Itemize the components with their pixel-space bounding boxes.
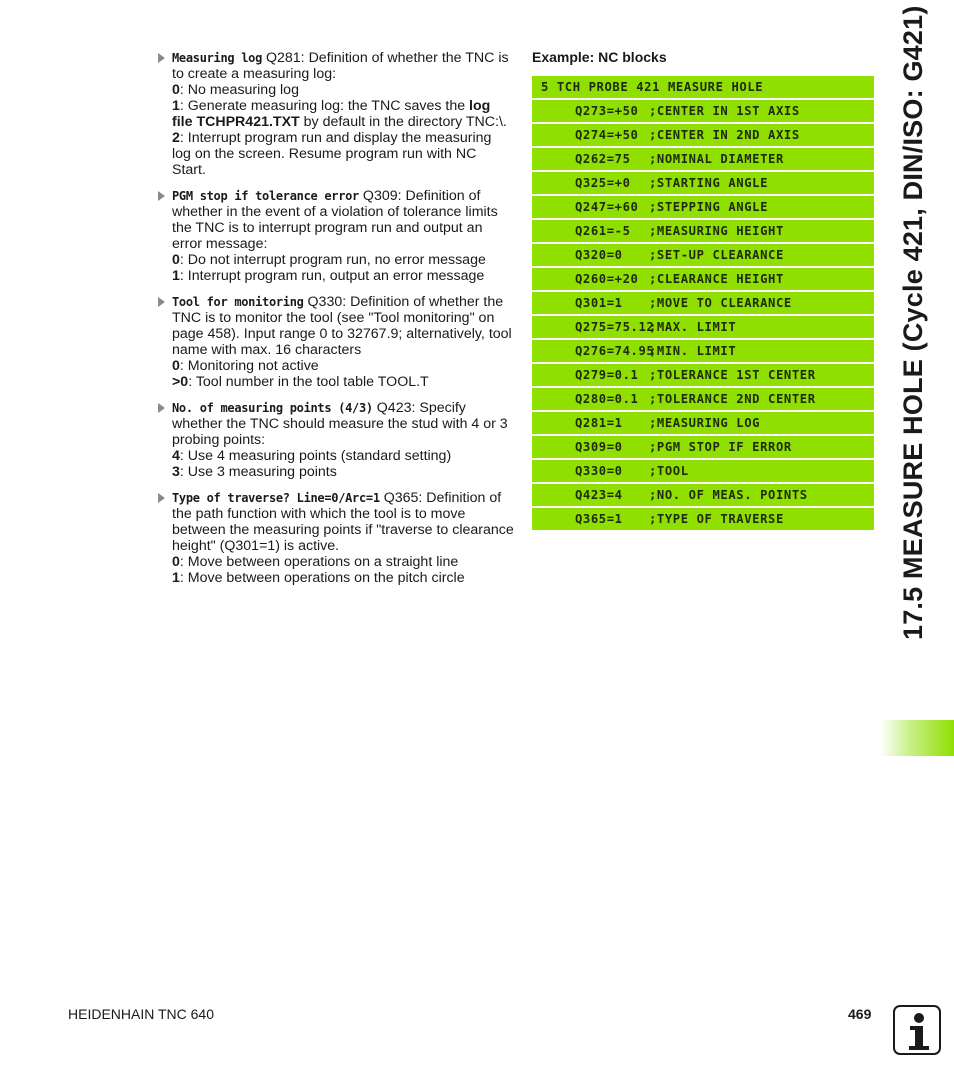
option-key: 2	[172, 130, 180, 146]
option-text: : Monitoring not active	[179, 358, 319, 374]
example-title: Example: NC blocks	[532, 49, 667, 65]
option-text: : Generate measuring log: the TNC saves the	[179, 98, 470, 114]
footer-product: HEIDENHAIN TNC 640	[68, 1006, 215, 1022]
param-type-of-traverse	[158, 490, 514, 586]
option-key: 1	[172, 268, 180, 284]
param-label: No. of measuring points (4/3)	[172, 401, 373, 415]
option-tail: by default in the directory TNC:\.	[299, 114, 507, 130]
nc-block-line	[532, 340, 874, 362]
param-measuring-log	[158, 50, 514, 178]
triangle-right-icon	[158, 297, 165, 307]
nc-block-line	[532, 148, 874, 170]
triangle-right-icon	[158, 493, 165, 503]
option-text: : Use 3 measuring points	[179, 464, 337, 480]
nc-block-line	[532, 364, 874, 386]
param-tool-monitoring	[158, 294, 514, 390]
chapter-side-title: 17.5 MEASURE HOLE (Cycle 421, DIN/ISO: G421)	[898, 5, 928, 640]
nc-block-code: Q280=0.1	[575, 392, 639, 406]
nc-block-line	[532, 292, 874, 314]
page-number: 469	[848, 1006, 872, 1022]
nc-block-code: Q325=+0	[575, 176, 631, 190]
nc-block-comment: ;STEPPING ANGLE	[649, 200, 769, 214]
nc-block-code: Q276=74.95	[575, 344, 655, 358]
nc-block-code: Q423=4	[575, 488, 623, 502]
nc-block-comment: ;MEASURING HEIGHT	[649, 224, 784, 238]
option-text: : Interrupt program run, output an error message	[179, 268, 485, 284]
triangle-right-icon	[158, 403, 165, 413]
nc-block-comment: ;MOVE TO CLEARANCE	[649, 296, 792, 310]
param-intro: Q365: Definition of the path function with which the tool is to move between the measuring points if "traverse to clearance height" (Q301=1) is active.	[172, 490, 514, 554]
nc-block-comment: ;CENTER IN 2ND AXIS	[649, 128, 800, 142]
nc-block-code: Q247=+60	[575, 200, 639, 214]
param-label: Type of traverse? Line=0/Arc=1	[172, 491, 380, 505]
nc-block-line	[532, 268, 874, 290]
option-key: >0	[172, 374, 189, 390]
nc-block-comment: ;NOMINAL DIAMETER	[649, 152, 784, 166]
param-intro: Q423: Specify whether the TNC should measure the stud with 4 or 3 probing points:	[172, 400, 508, 448]
param-intro: Q281: Definition of whether the TNC is to create a measuring log:	[172, 50, 509, 82]
nc-block-code: Q274=+50	[575, 128, 639, 142]
param-label: PGM stop if tolerance error	[172, 189, 359, 203]
param-label: Tool for monitoring	[172, 295, 304, 309]
nc-block-comment: ;NO. OF MEAS. POINTS	[649, 488, 808, 502]
nc-block-line	[532, 460, 874, 482]
nc-block-line	[532, 436, 874, 458]
nc-block-comment: ;PGM STOP IF ERROR	[649, 440, 792, 454]
param-pgm-stop	[158, 188, 514, 284]
nc-block-line	[532, 388, 874, 410]
nc-block-comment: ;TOLERANCE 2ND CENTER	[649, 392, 816, 406]
nc-block-line	[532, 484, 874, 506]
info-icon	[893, 1005, 941, 1055]
nc-block-comment: ;TYPE OF TRAVERSE	[649, 512, 784, 526]
nc-block-code: Q261=-5	[575, 224, 631, 238]
nc-block-code: Q281=1	[575, 416, 623, 430]
option-text: : No measuring log	[179, 82, 299, 98]
nc-block-line	[532, 244, 874, 266]
nc-blocks	[532, 76, 874, 532]
nc-block-code: Q279=0.1	[575, 368, 639, 382]
chapter-tab	[880, 720, 954, 756]
option-key: 4	[172, 448, 180, 464]
nc-block-code: Q330=0	[575, 464, 623, 478]
option-text: : Use 4 measuring points (standard setting)	[179, 448, 452, 464]
nc-block-code: Q365=1	[575, 512, 623, 526]
nc-block-code: Q320=0	[575, 248, 623, 262]
option-bold-text: log file TCHPR421.TXT	[172, 98, 491, 130]
param-measuring-points	[158, 400, 514, 480]
nc-block-line	[532, 196, 874, 218]
parameter-list	[158, 50, 514, 596]
nc-block-line	[532, 172, 874, 194]
option-text: : Do not interrupt program run, no error message	[179, 252, 486, 268]
nc-block-comment: ;MEASURING LOG	[649, 416, 761, 430]
option-key: 3	[172, 464, 180, 480]
triangle-right-icon	[158, 53, 165, 63]
nc-block-comment: ;MIN. LIMIT	[649, 344, 737, 358]
param-intro: Q309: Definition of whether in the event of a violation of tolerance limits the TNC is to interrupt program run and output an error message:	[172, 188, 498, 252]
option-key: 1	[172, 98, 180, 114]
nc-block-comment: ;STARTING ANGLE	[649, 176, 769, 190]
nc-block-code: Q262=75	[575, 152, 631, 166]
option-key: 0	[172, 358, 180, 374]
nc-block-first-line: 5 TCH PROBE 421 MEASURE HOLE	[532, 76, 874, 98]
nc-block-line	[532, 100, 874, 122]
param-label: Measuring log	[172, 51, 263, 65]
nc-block-line	[532, 412, 874, 434]
option-text: : Tool number in the tool table TOOL.T	[188, 374, 429, 390]
option-key: 0	[172, 82, 180, 98]
nc-block-comment: ;SET-UP CLEARANCE	[649, 248, 784, 262]
nc-block-comment: ;TOLERANCE 1ST CENTER	[649, 368, 816, 382]
nc-block-comment: ;MAX. LIMIT	[649, 320, 737, 334]
option-key: 0	[172, 554, 180, 570]
option-key: 1	[172, 570, 180, 586]
option-text: : Move between operations on the pitch circle	[179, 570, 465, 586]
nc-block-code: Q309=0	[575, 440, 623, 454]
nc-block-line	[532, 124, 874, 146]
param-intro: Q330: Definition of whether the TNC is to monitor the tool (see "Tool monitoring" on page 458). Input range 0 to 32767.9; alternatively, tool name with max. 16 characters	[172, 294, 512, 358]
triangle-right-icon	[158, 191, 165, 201]
nc-block-line	[532, 508, 874, 530]
option-text: : Interrupt program run and display the measuring log on the screen. Resume program run with NC Start.	[172, 130, 492, 178]
nc-block-code: Q301=1	[575, 296, 623, 310]
nc-block-code: Q260=+20	[575, 272, 639, 286]
nc-block-comment: ;CLEARANCE HEIGHT	[649, 272, 784, 286]
option-key: 0	[172, 252, 180, 268]
option-text: : Move between operations on a straight line	[179, 554, 459, 570]
nc-block-line	[532, 220, 874, 242]
nc-block-comment: ;TOOL	[649, 464, 689, 478]
nc-block-comment: ;CENTER IN 1ST AXIS	[649, 104, 800, 118]
nc-block-line	[532, 316, 874, 338]
nc-block-code: Q273=+50	[575, 104, 639, 118]
nc-block-code: Q275=75.12	[575, 320, 655, 334]
